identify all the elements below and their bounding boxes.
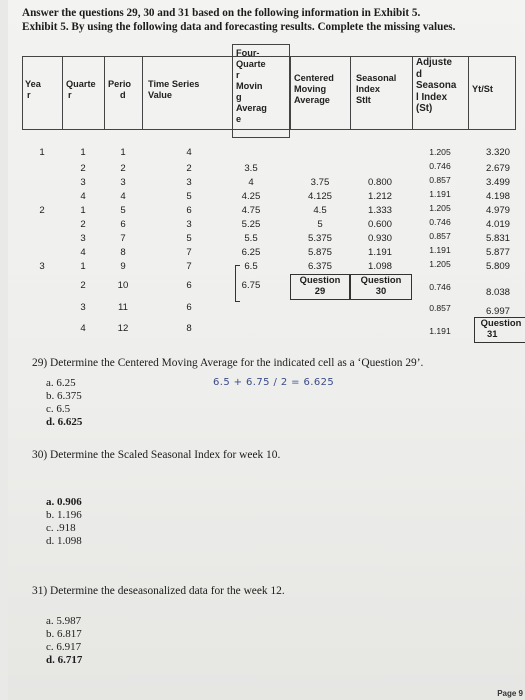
table-cell-fma: 5.25 [241, 219, 261, 230]
table-cell-quarter: 3 [80, 233, 86, 244]
table-cell-period: 10 [117, 280, 129, 291]
question-31-cell: Question 31 [474, 317, 525, 343]
table-cell-ssi: 0.800 [367, 177, 392, 188]
column-divider [350, 56, 351, 130]
table-cell-period: 8 [120, 247, 126, 258]
table-cell-quarter: 1 [80, 261, 86, 272]
table-cell-quarter: 4 [80, 247, 86, 258]
table-cell-cma: 4.5 [313, 205, 327, 216]
handwritten-calculation: 6.5 + 6.75 / 2 = 6.625 [213, 377, 335, 388]
column-divider [468, 56, 469, 130]
table-cell-fma: 4 [248, 177, 254, 188]
table-cell-ssi: 0.600 [367, 219, 392, 230]
table-cell-ssi: 1.191 [367, 247, 392, 258]
table-cell-value: 5 [186, 191, 192, 202]
header-time-series: Time Series Value [148, 79, 200, 100]
table-cell-ytst: 4.979 [485, 205, 510, 216]
table-cell-period: 5 [120, 205, 126, 216]
table-cell-fma: 4.75 [241, 205, 261, 216]
table-cell-value: 7 [186, 261, 192, 272]
table-cell-ytst: 5.877 [485, 247, 510, 258]
table-cell-year: 3 [39, 261, 45, 272]
table-cell-value: 5 [186, 233, 192, 244]
table-cell-period: 9 [120, 261, 126, 272]
table-cell-quarter: 2 [80, 219, 86, 230]
table-cell-ytst: 2.679 [485, 163, 510, 174]
table-cell-adj: 0.746 [429, 161, 451, 171]
table-cell-fma: 3.5 [244, 163, 258, 174]
q30-option-c[interactable]: c. .918 [46, 522, 76, 534]
table-cell-period: 1 [120, 147, 126, 158]
table-cell-value: 3 [186, 219, 192, 230]
table-cell-adj: 1.205 [429, 203, 451, 213]
column-divider [62, 56, 63, 130]
table-cell-quarter: 2 [80, 163, 86, 174]
table-cell-quarter: 1 [80, 147, 86, 158]
table-cell-value: 3 [186, 177, 192, 188]
table-cell-ytst: 6.997 [485, 306, 510, 317]
header-seasonal-index: Seasonal Index StIt [356, 73, 397, 105]
table-cell-period: 11 [118, 302, 128, 313]
q29-option-b[interactable]: b. 6.375 [46, 390, 82, 402]
table-cell-fma: 6.5 [244, 261, 258, 272]
table-cell-ssi: 1.098 [367, 261, 392, 272]
table-cell-cma: 3.75 [310, 177, 330, 188]
q29-option-a[interactable]: a. 6.25 [46, 377, 76, 389]
table-cell-quarter: 1 [80, 205, 86, 216]
q31-option-d[interactable]: d. 6.717 [46, 654, 83, 666]
q30-option-b[interactable]: b. 1.196 [46, 509, 82, 521]
table-cell-cma: 6.375 [307, 261, 332, 272]
column-divider [290, 56, 291, 130]
table-cell-ssi: 1.333 [367, 205, 392, 216]
header-period: Perio d [108, 79, 131, 100]
table-cell-adj: 1.191 [429, 189, 451, 199]
question-29-bracket-top [235, 265, 240, 284]
header-year: Yea r [25, 79, 41, 100]
header-centered-moving-average: Centered Moving Average [294, 73, 334, 105]
table-cell-fma: 6.25 [241, 247, 261, 258]
page-number: Page 9 [497, 689, 523, 698]
table-cell-adj: 0.746 [429, 217, 451, 227]
table-cell-period: 2 [120, 163, 126, 174]
table-cell-year: 2 [39, 205, 45, 216]
table-cell-ytst: 3.320 [485, 147, 510, 158]
table-cell-fma: 5.5 [244, 233, 258, 244]
question-30: 30) Determine the Scaled Seasonal Index for week 10. [32, 449, 281, 461]
table-cell-quarter: 3 [80, 302, 86, 313]
table-cell-adj: 0.857 [429, 303, 451, 313]
header-four-quarter-moving-average: Four- Quarte r Movin g Averag e [236, 48, 267, 124]
column-divider [412, 56, 413, 130]
q30-option-a[interactable]: a. 0.906 [46, 496, 82, 508]
table-cell-fma: 4.25 [241, 191, 261, 202]
table-cell-ytst: 8.038 [485, 287, 510, 298]
table-cell-value: 6 [186, 302, 192, 313]
q30-option-d[interactable]: d. 1.098 [46, 535, 82, 547]
question-30-cell: Question 30 [350, 274, 412, 300]
table-cell-period: 3 [120, 177, 126, 188]
table-cell-quarter: 4 [80, 191, 86, 202]
table-cell-ytst: 5.809 [485, 261, 510, 272]
instructions-line-1: Answer the questions 29, 30 and 31 based on the following information in Exhibit 5. [22, 7, 421, 19]
column-divider [104, 56, 105, 130]
table-cell-quarter: 3 [80, 177, 86, 188]
q31-option-b[interactable]: b. 6.817 [46, 628, 82, 640]
table-cell-adj: 1.205 [429, 147, 451, 157]
table-cell-adj: 0.857 [429, 231, 451, 241]
table-cell-period: 7 [120, 233, 126, 244]
table-cell-value: 4 [186, 147, 192, 158]
table-cell-quarter: 2 [80, 280, 86, 291]
table-cell-cma: 4.125 [307, 191, 332, 202]
table-cell-value: 2 [186, 163, 192, 174]
table-cell-ssi: 1.212 [367, 191, 392, 202]
header-yt-st: Yt/St [472, 84, 493, 94]
table-cell-period: 6 [120, 219, 126, 230]
table-cell-value: 7 [186, 247, 192, 258]
table-cell-quarter: 4 [80, 323, 86, 334]
column-divider [142, 56, 143, 130]
q29-option-c[interactable]: c. 6.5 [46, 403, 71, 415]
table-cell-adj: 1.191 [429, 326, 451, 336]
table-cell-ytst: 3.499 [485, 177, 510, 188]
header-quarter: Quarte r [66, 79, 96, 100]
table-cell-period: 12 [117, 323, 129, 334]
table-cell-fma: 6.75 [241, 280, 261, 291]
table-cell-value: 8 [186, 323, 192, 334]
question-29: 29) Determine the Centered Moving Average for the indicated cell as a ‘Question 29’. [32, 357, 424, 369]
instructions-header [22, 6, 512, 34]
table-cell-adj: 0.857 [429, 175, 451, 185]
table-cell-cma: 5.875 [307, 247, 332, 258]
table-cell-adj: 1.191 [429, 245, 451, 255]
table-cell-year: 1 [39, 147, 45, 158]
table-cell-cma: 5.375 [307, 233, 332, 244]
exhibit-5-table [22, 44, 525, 342]
q29-option-d[interactable]: d. 6.625 [46, 416, 83, 428]
table-cell-ytst: 5.831 [485, 233, 510, 244]
table-cell-adj: 1.205 [429, 259, 451, 269]
table-cell-ytst: 4.198 [485, 191, 510, 202]
instructions-line-2: Exhibit 5. By using the following data and forecasting results. Complete the missing values. [22, 21, 456, 33]
q31-option-a[interactable]: a. 5.987 [46, 615, 82, 627]
table-cell-ssi: 0.930 [367, 233, 392, 244]
table-cell-ytst: 4.019 [485, 219, 510, 230]
table-cell-period: 4 [120, 191, 126, 202]
header-adjusted-seasonal-index: Adjuste d Seasona l Index (St) [416, 57, 457, 115]
table-cell-value: 6 [186, 205, 192, 216]
question-31: 31) Determine the deseasonalized data for the week 12. [32, 585, 285, 597]
table-cell-cma: 5 [317, 219, 323, 230]
q31-option-c[interactable]: c. 6.917 [46, 641, 82, 653]
question-29-cell: Question 29 [290, 274, 350, 300]
table-cell-value: 6 [186, 280, 192, 291]
table-cell-adj: 0.746 [429, 282, 451, 292]
worksheet-page [8, 0, 525, 700]
question-29-bracket-bottom [235, 283, 240, 302]
